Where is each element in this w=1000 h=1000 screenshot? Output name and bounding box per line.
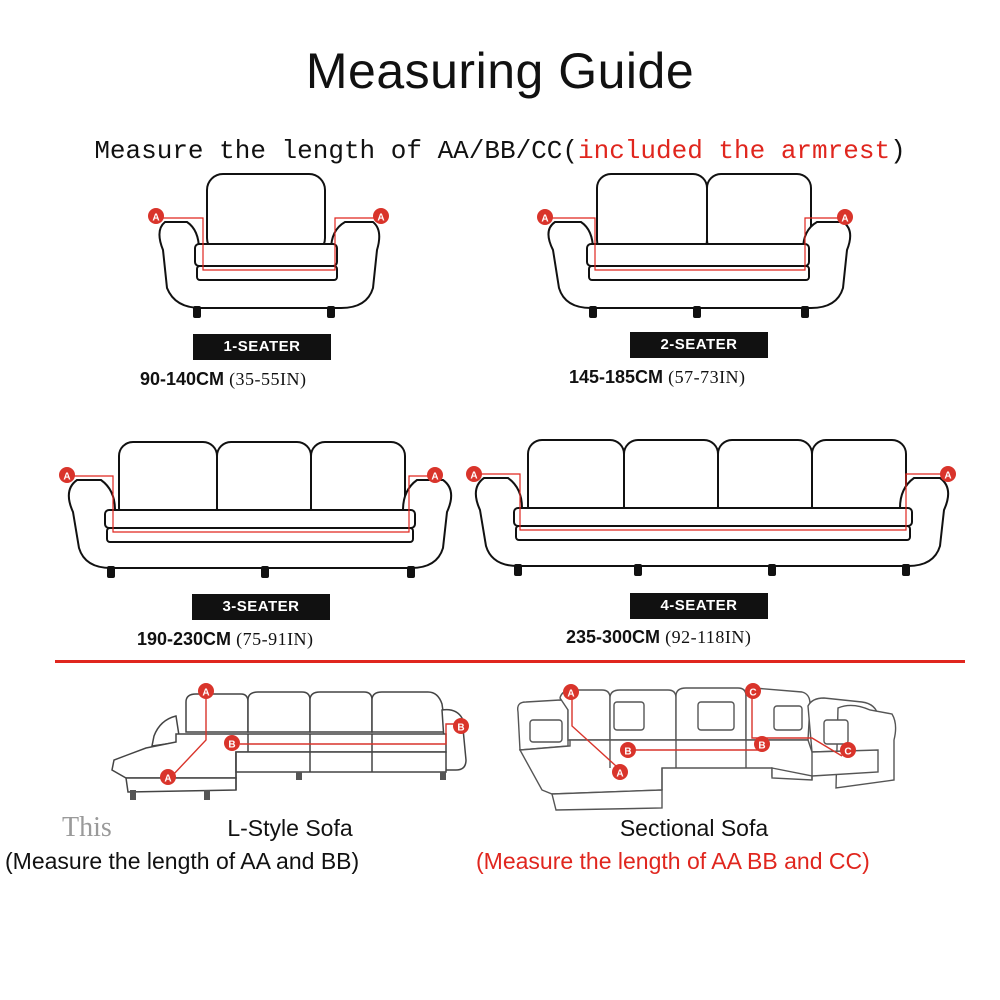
svg-text:A: A — [164, 773, 172, 785]
svg-text:C: C — [749, 687, 757, 699]
size-cm: 235-300CM — [566, 627, 661, 647]
l-style-sofa-illustration — [106, 680, 476, 810]
marker-a-left — [59, 467, 75, 483]
svg-text:A: A — [944, 470, 952, 482]
size-in: (35-55IN) — [229, 369, 307, 389]
marker-c-top — [745, 683, 761, 699]
l-style-label: L-Style Sofa — [227, 815, 353, 841]
sectional-sofa-illustration — [512, 680, 897, 815]
marker-b-right — [754, 736, 770, 752]
svg-text:A: A — [841, 213, 849, 225]
size-1-seater — [140, 369, 307, 390]
two-seater-sofa-illustration — [533, 170, 863, 330]
svg-text:B: B — [457, 722, 465, 734]
marker-a-right — [373, 208, 389, 224]
svg-text:A: A — [567, 688, 575, 700]
size-in: (92-118IN) — [665, 627, 752, 647]
marker-b-right — [453, 718, 469, 734]
marker-a-left — [537, 209, 553, 225]
paren-open: ( — [562, 136, 578, 166]
svg-text:A: A — [470, 470, 478, 482]
size-2-seater — [569, 367, 746, 388]
marker-a-right — [427, 467, 443, 483]
size-4-seater — [566, 627, 751, 648]
size-in: (57-73IN) — [668, 367, 746, 387]
svg-text:C: C — [844, 746, 852, 758]
marker-a-left — [466, 466, 482, 482]
badge-3-seater: 3-SEATER — [192, 594, 330, 620]
paren-close: ) — [890, 136, 906, 166]
badge-2-seater: 2-SEATER — [630, 332, 768, 358]
svg-text:A: A — [152, 212, 160, 224]
svg-text:A: A — [63, 471, 71, 483]
marker-a-top — [563, 684, 579, 700]
marker-a-left — [148, 208, 164, 224]
svg-text:A: A — [377, 212, 385, 224]
badge-1-seater: 1-SEATER — [193, 334, 331, 360]
section-divider — [55, 660, 965, 663]
svg-text:B: B — [758, 740, 766, 752]
sectional-instruction: (Measure the length of AA BB and CC) — [476, 848, 870, 874]
svg-text:A: A — [202, 687, 210, 699]
three-seater-sofa-illustration — [55, 438, 465, 588]
size-cm: 145-185CM — [569, 367, 664, 387]
four-seater-sofa-illustration — [462, 436, 962, 586]
marker-b-left — [620, 742, 636, 758]
marker-b-left — [224, 735, 240, 751]
svg-text:A: A — [541, 213, 549, 225]
l-style-instruction: (Measure the length of AA and BB) — [5, 848, 360, 874]
size-3-seater — [137, 629, 314, 650]
page-title: Measuring Guide — [305, 43, 695, 99]
size-cm: 190-230CM — [137, 629, 232, 649]
badge-4-seater: 4-SEATER — [630, 593, 768, 619]
marker-a-top — [198, 683, 214, 699]
svg-text:A: A — [431, 471, 439, 483]
svg-text:B: B — [228, 739, 236, 751]
measure-instruction — [0, 136, 1000, 166]
svg-text:B: B — [624, 746, 632, 758]
size-cm: 90-140CM — [140, 369, 225, 389]
sectional-label: Sectional Sofa — [619, 815, 769, 841]
marker-c-right — [840, 742, 856, 758]
watermark-text: This — [62, 812, 112, 843]
svg-text:A: A — [616, 768, 624, 780]
marker-a-right — [837, 209, 853, 225]
marker-a-bottom — [612, 764, 628, 780]
marker-a-bottom — [160, 769, 176, 785]
one-seater-sofa-illustration — [145, 170, 405, 330]
armrest-note: included the armrest — [578, 136, 891, 166]
instruction-prefix: Measure the length of AA/BB/CC — [94, 136, 563, 166]
marker-a-right — [940, 466, 956, 482]
size-in: (75-91IN) — [236, 629, 314, 649]
